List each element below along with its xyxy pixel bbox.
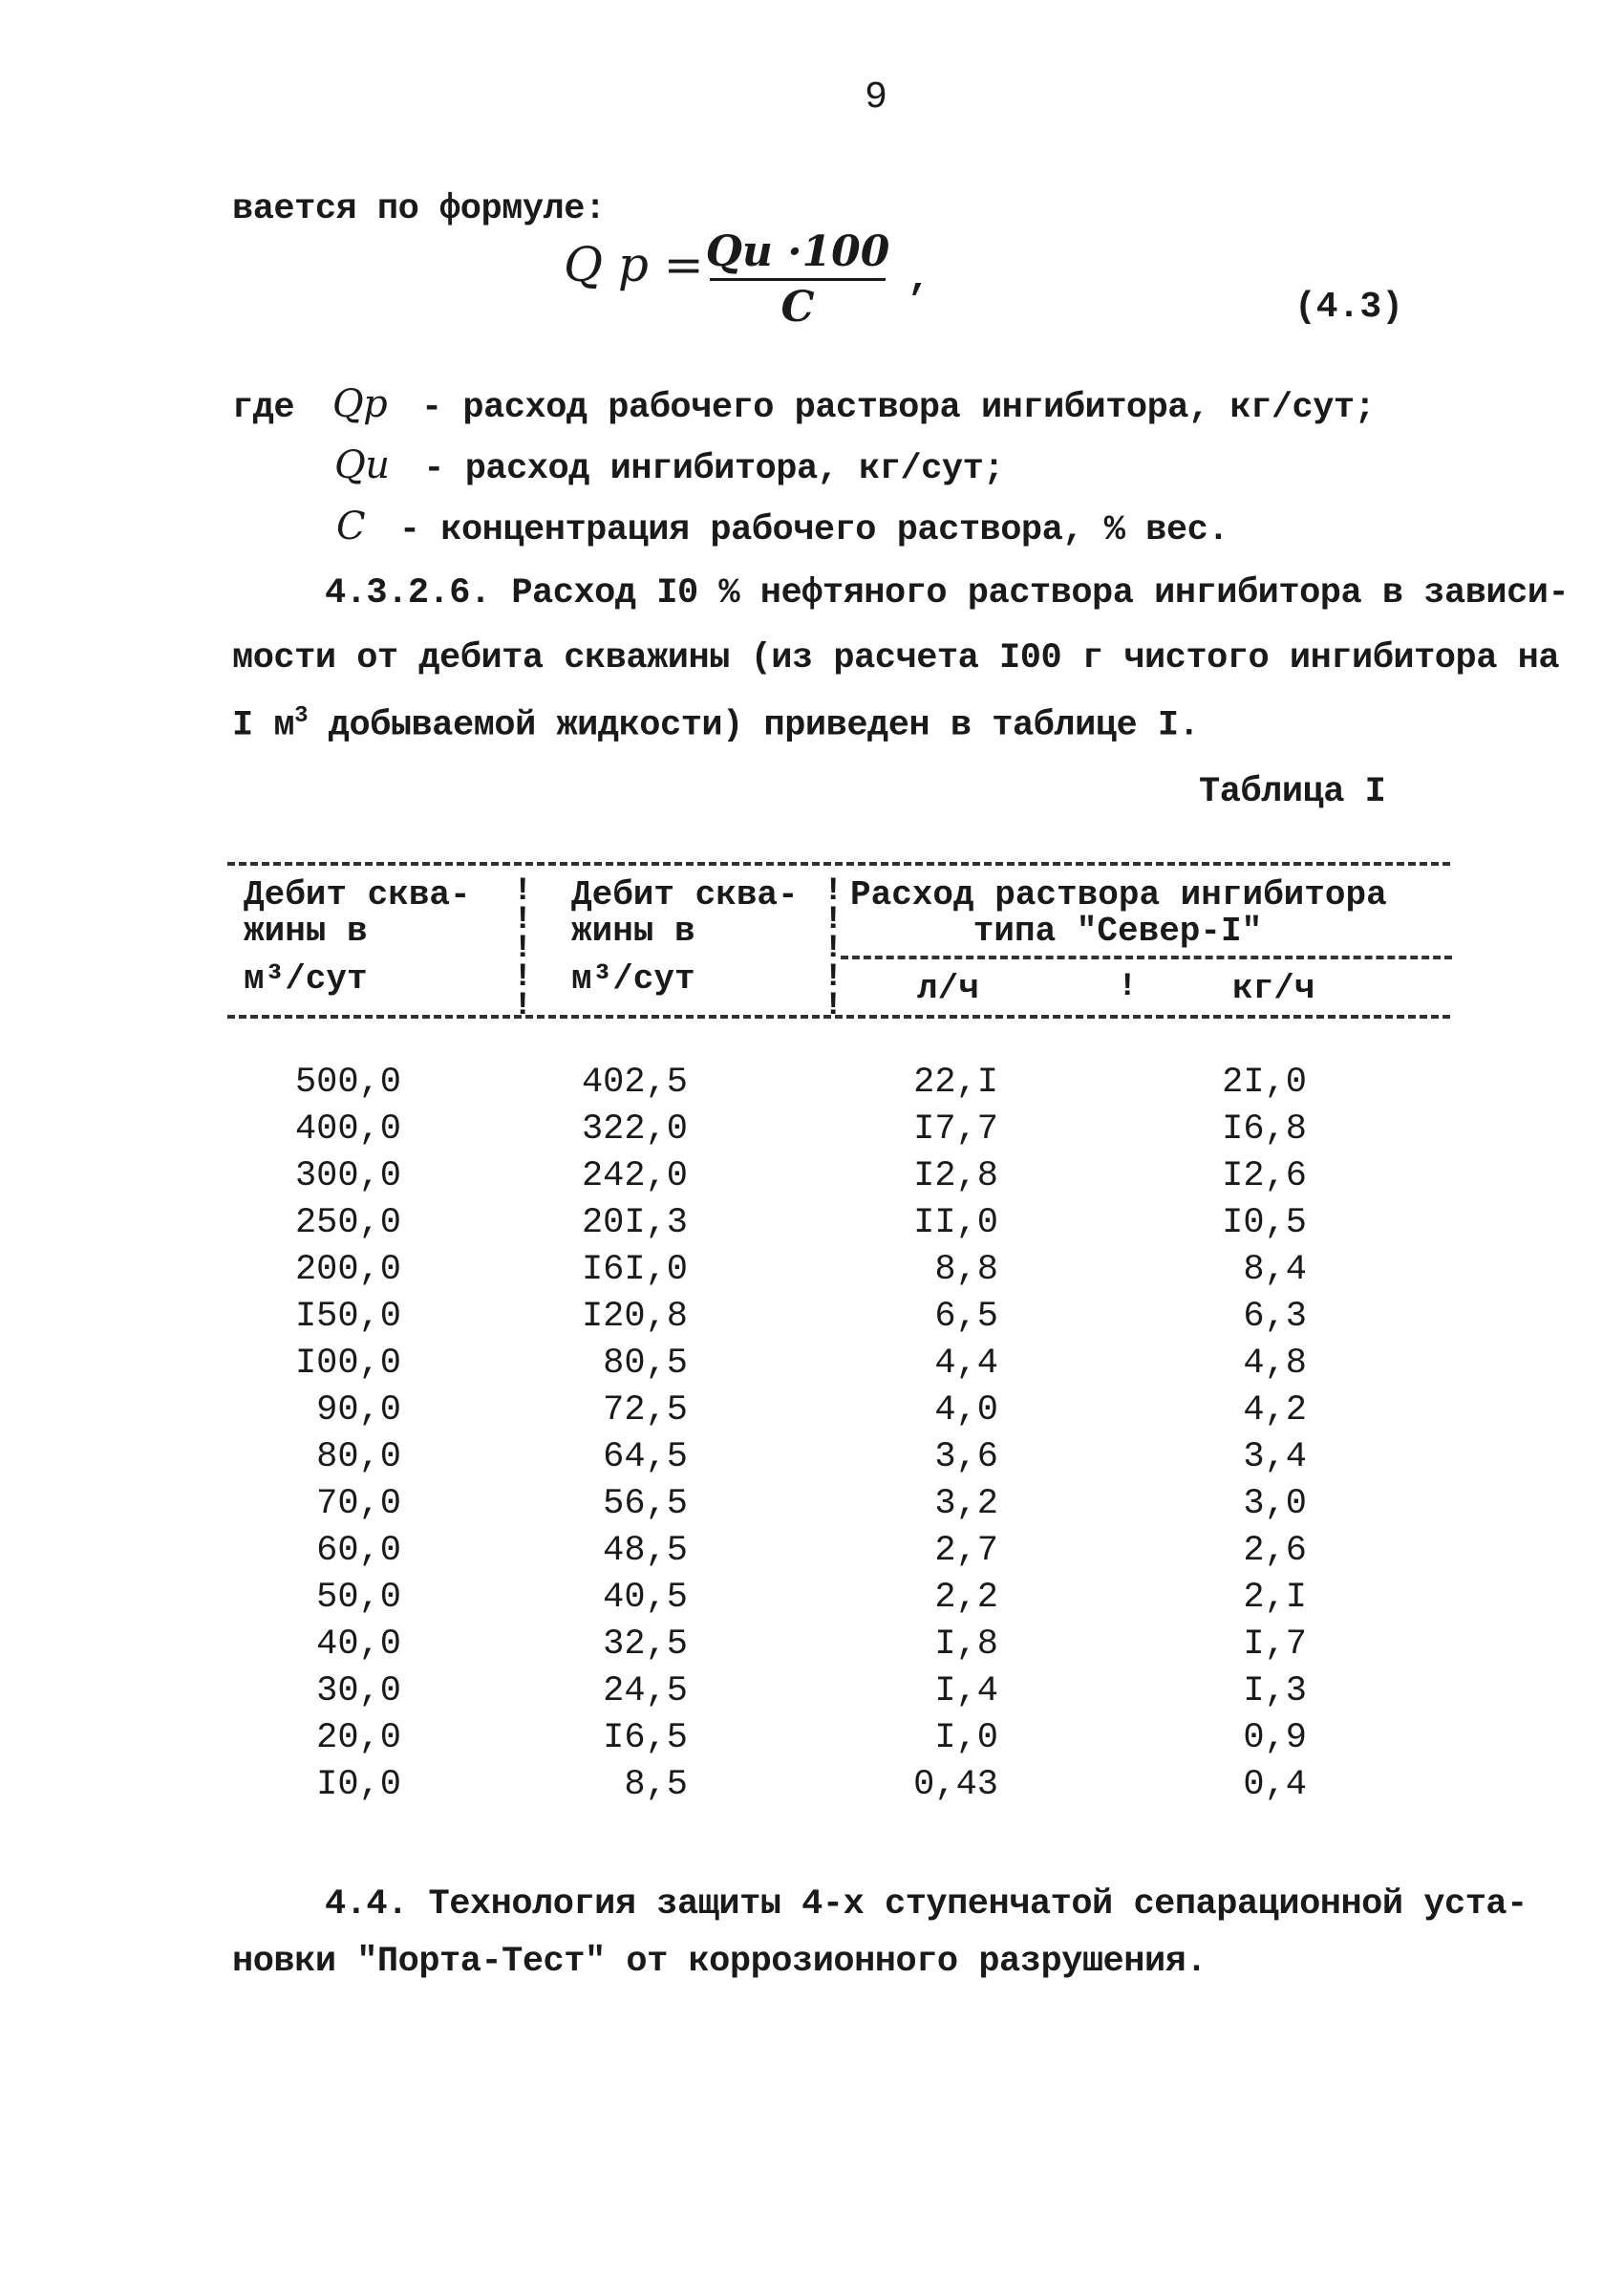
table-cell: 60,0: [316, 1531, 401, 1571]
group-header-line: Расход раствора ингибитора: [850, 875, 1387, 914]
definition-text: - расход рабочего раствора ингибитора, кг/сут;: [420, 388, 1376, 428]
table-cell: I,7: [1243, 1624, 1307, 1665]
definition-text: - расход ингибитора, кг/сут;: [423, 449, 1004, 489]
intro-line: вается по формуле:: [232, 189, 606, 229]
table-cell: I6,5: [603, 1718, 688, 1758]
table-cell: 4,8: [1243, 1344, 1307, 1384]
subheader-kgph: кг/ч: [1232, 969, 1315, 1008]
group-header-line: типа "Север-I": [972, 912, 1263, 951]
paragraph-line-3-end: добываемой жидкости) приведен в таблице I.: [308, 705, 1200, 746]
table-cell: I6I,0: [581, 1250, 688, 1290]
col2-header-line: Дебит сква-: [571, 875, 799, 914]
table-cell: 90,0: [316, 1390, 401, 1430]
table-cell: I20,8: [581, 1297, 688, 1337]
table-cell: 70,0: [316, 1484, 401, 1524]
formula-numerator: Qи ·100: [705, 227, 890, 276]
section-line-2: новки "Порта-Тест" от коррозионного разрушения.: [232, 1942, 1207, 1982]
section-line-1: 4.4. Технология защиты 4-х ступенчатой сепарационной уста-: [325, 1884, 1528, 1925]
table-cell: 6,3: [1243, 1297, 1307, 1337]
col2-header-line: м³/сут: [571, 959, 695, 999]
table-cell: 20I,3: [581, 1203, 688, 1243]
table-cell: 64,5: [603, 1437, 688, 1477]
table-cell: 0,9: [1243, 1718, 1307, 1758]
definition-text: - концентрация рабочего раствора, % вес.: [398, 510, 1229, 550]
table-cell: 24,5: [603, 1671, 688, 1711]
table-cell: 3,0: [1243, 1484, 1307, 1524]
table-cell: 22,I: [913, 1063, 998, 1103]
table-cell: I2,6: [1222, 1156, 1307, 1196]
paragraph-line-3: [232, 703, 1199, 745]
column-divider: !: [1118, 969, 1138, 1005]
table-cell: 200,0: [294, 1250, 401, 1290]
table-cell: I00,0: [294, 1344, 401, 1384]
table-cell: I50,0: [294, 1297, 401, 1337]
definition-line-3: [336, 505, 1229, 550]
definition-symbol: Qи: [334, 443, 390, 487]
table-cell: 80,0: [316, 1437, 401, 1477]
table-cell: 0,4: [1243, 1765, 1307, 1805]
col2-header-line: жины в: [571, 912, 695, 951]
table-caption: Таблица I: [1199, 772, 1386, 812]
table-cell: I,8: [934, 1624, 998, 1665]
table-cell: 2,7: [934, 1531, 998, 1571]
definition-line-1: [232, 382, 1375, 428]
table-cell: 56,5: [603, 1484, 688, 1524]
table-cell: 40,0: [316, 1624, 401, 1665]
column-divider: ! ! ! ! !: [513, 873, 533, 1024]
table-cell: 2I,0: [1222, 1063, 1307, 1103]
definition-symbol: Qр: [331, 382, 388, 426]
col1-header-line: м³/сут: [244, 959, 368, 999]
table-cell: II,0: [913, 1203, 998, 1243]
table-cell: 20,0: [316, 1718, 401, 1758]
formula-comma: ,: [908, 258, 931, 301]
table-cell: 2,6: [1243, 1531, 1307, 1571]
table-cell: I,0: [934, 1718, 998, 1758]
formula-fraction: [702, 227, 893, 332]
table-cell: 0,43: [913, 1765, 998, 1805]
column-divider: ! ! ! ! !: [823, 873, 844, 1024]
table-cell: I,4: [934, 1671, 998, 1711]
definition-line-2: [334, 443, 1004, 489]
header-bottom-rule: [227, 1015, 1450, 1019]
fraction-bar: [710, 278, 886, 281]
table-cell: 48,5: [603, 1531, 688, 1571]
table-cell: I2,8: [913, 1156, 998, 1196]
table-cell: 500,0: [294, 1063, 401, 1103]
table-cell: 40,5: [603, 1578, 688, 1618]
table-cell: 8,8: [934, 1250, 998, 1290]
group-header: [850, 877, 1385, 950]
table-cell: 2,2: [934, 1578, 998, 1618]
subheader-rule: [841, 956, 1452, 959]
table-cell: 30,0: [316, 1671, 401, 1711]
table-cell: 300,0: [294, 1156, 401, 1196]
table-top-rule: [227, 862, 1450, 866]
table-cell: 8,5: [624, 1765, 688, 1805]
table-cell: 3,4: [1243, 1437, 1307, 1477]
table-cell: 50,0: [316, 1578, 401, 1618]
table-cell: 2,I: [1243, 1578, 1307, 1618]
col1-header-line: жины в: [244, 912, 368, 951]
col2-header: [571, 877, 799, 998]
page-number: 9: [865, 76, 888, 119]
paragraph-line-1: 4.3.2.6. Расход I0 % нефтяного раствора ингибитора в зависи-: [325, 573, 1570, 613]
table-cell: 4,0: [934, 1390, 998, 1430]
table-cell: I6,8: [1222, 1109, 1307, 1150]
table-cell: I7,7: [913, 1109, 998, 1150]
table-cell: 8,4: [1243, 1250, 1307, 1290]
table-cell: 6,5: [934, 1297, 998, 1337]
table-cell: 242,0: [581, 1156, 688, 1196]
definition-symbol: C: [336, 505, 366, 548]
table-cell: 400,0: [294, 1109, 401, 1150]
table-cell: 322,0: [581, 1109, 688, 1150]
table-cell: 72,5: [603, 1390, 688, 1430]
col1-header-line: Дебит сква-: [244, 875, 471, 914]
superscript: 3: [294, 703, 309, 729]
table-cell: I0,5: [1222, 1203, 1307, 1243]
table-cell: 80,5: [603, 1344, 688, 1384]
table-cell: 402,5: [581, 1063, 688, 1103]
paragraph-line-3-start: I м: [232, 705, 295, 746]
equation-number: (4.3): [1294, 287, 1404, 328]
formula-denominator: C: [780, 283, 815, 332]
paragraph-line-2: мости от дебита скважины (из расчета I00 г чистого ингибитора на: [232, 638, 1560, 678]
table-cell: 32,5: [603, 1624, 688, 1665]
table-cell: 250,0: [294, 1203, 401, 1243]
table-cell: 3,2: [934, 1484, 998, 1524]
subheader-lph: л/ч: [917, 969, 979, 1008]
definition-prefix: где: [232, 388, 295, 428]
table-cell: 4,2: [1243, 1390, 1307, 1430]
table-cell: 3,6: [934, 1437, 998, 1477]
table-cell: I0,0: [316, 1765, 401, 1805]
col1-header: [244, 877, 471, 998]
formula-lhs: Q р =: [564, 237, 704, 292]
table-cell: I,3: [1243, 1671, 1307, 1711]
table-cell: 4,4: [934, 1344, 998, 1384]
